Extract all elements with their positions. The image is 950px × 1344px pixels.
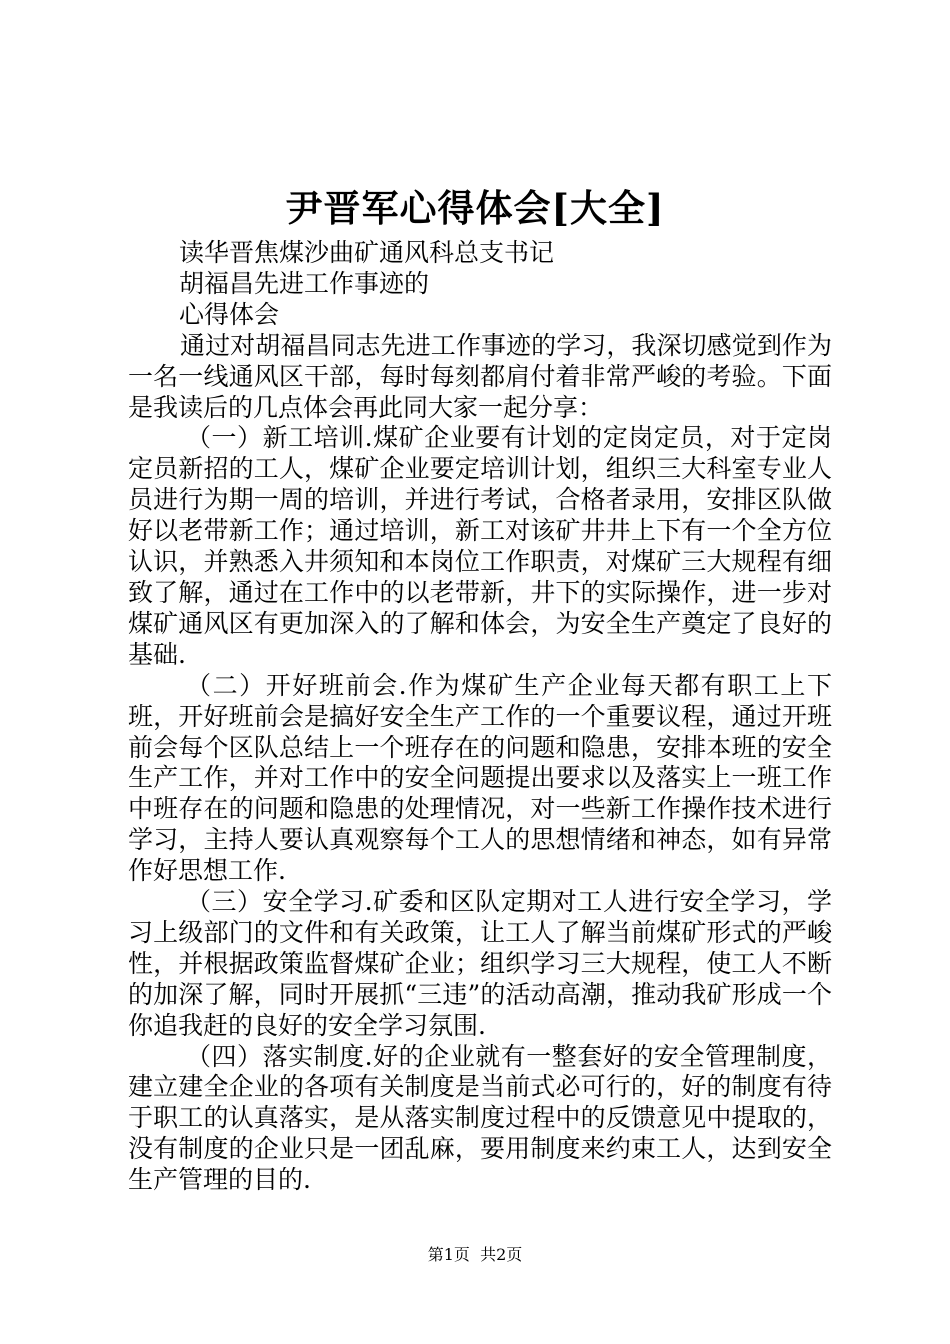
subtitle-line: 读华晋焦煤沙曲矿通风科总支书记 <box>179 238 555 267</box>
section-paragraph-meeting: （二）开好班前会.作为煤矿生产企业每天都有职工上下班，开好班前会是搞好安全生产工作的一个重要议程，通过开班前会每个区队总结上一个班存在的问题和隐患，安排本班的安全生产工作，并对工作中的安全问题提出要求以及落实上一班工作中班存在的问题和隐患的处理情况，对一些新工作操作技术进行学习，主持人要认真观察每个工人的思想情绪和神态，如有异常作好思想工作. <box>128 670 832 886</box>
page-number-footer: 第1页 共2页 <box>427 1245 523 1264</box>
section-paragraph-study: （三）安全学习.矿委和区队定期对工人进行安全学习，学习上级部门的文件和有关政策，让工人了解当前煤矿形式的严峻性，并根据政策监督煤矿企业；组织学习三大规程，使工人不断的加深了解，同时开展抓“三违”的活动高潮，推动我矿形成一个你追我赶的良好的安全学习氛围. <box>128 887 832 1040</box>
section-paragraph-training: （一）新工培训.煤矿企业要有计划的定岗定员，对于定岗定员新招的工人，煤矿企业要定培训计划，组织三大科室专业人员进行为期一周的培训，并进行考试，合格者录用，安排区队做好以老带新工作；通过培训，新工对该矿井井上下有一个全方位认识，并熟悉入井须知和本岗位工作职责，对煤矿三大规程有细致了解，通过在工作中的以老带新，井下的实际操作，进一步对煤矿通风区有更加深入的了解和体会，为安全生产奠定了良好的基础. <box>128 423 832 669</box>
intro-paragraph: 通过对胡福昌同志先进工作事迹的学习，我深切感觉到作为一名一线通风区干部，每时每刻都肩付着非常严峻的考验。下面是我读后的几点体会再此同大家一起分享： <box>128 330 832 422</box>
subtitle-line: 心得体会 <box>179 299 280 329</box>
document-title: 尹晋军心得体会[大全] <box>285 186 665 230</box>
subtitle-line: 胡福昌先进工作事迹的 <box>179 268 430 298</box>
section-paragraph-system: （四）落实制度.好的企业就有一整套好的安全管理制度，建立建全企业的各项有关制度是当前式必可行的，好的制度有待于职工的认真落实，是从落实制度过程中的反馈意见中提取的，没有制度的企业只是一团乱麻，要用制度来约束工人，达到安全生产管理的目的. <box>128 1041 832 1195</box>
document-body <box>128 238 832 1196</box>
